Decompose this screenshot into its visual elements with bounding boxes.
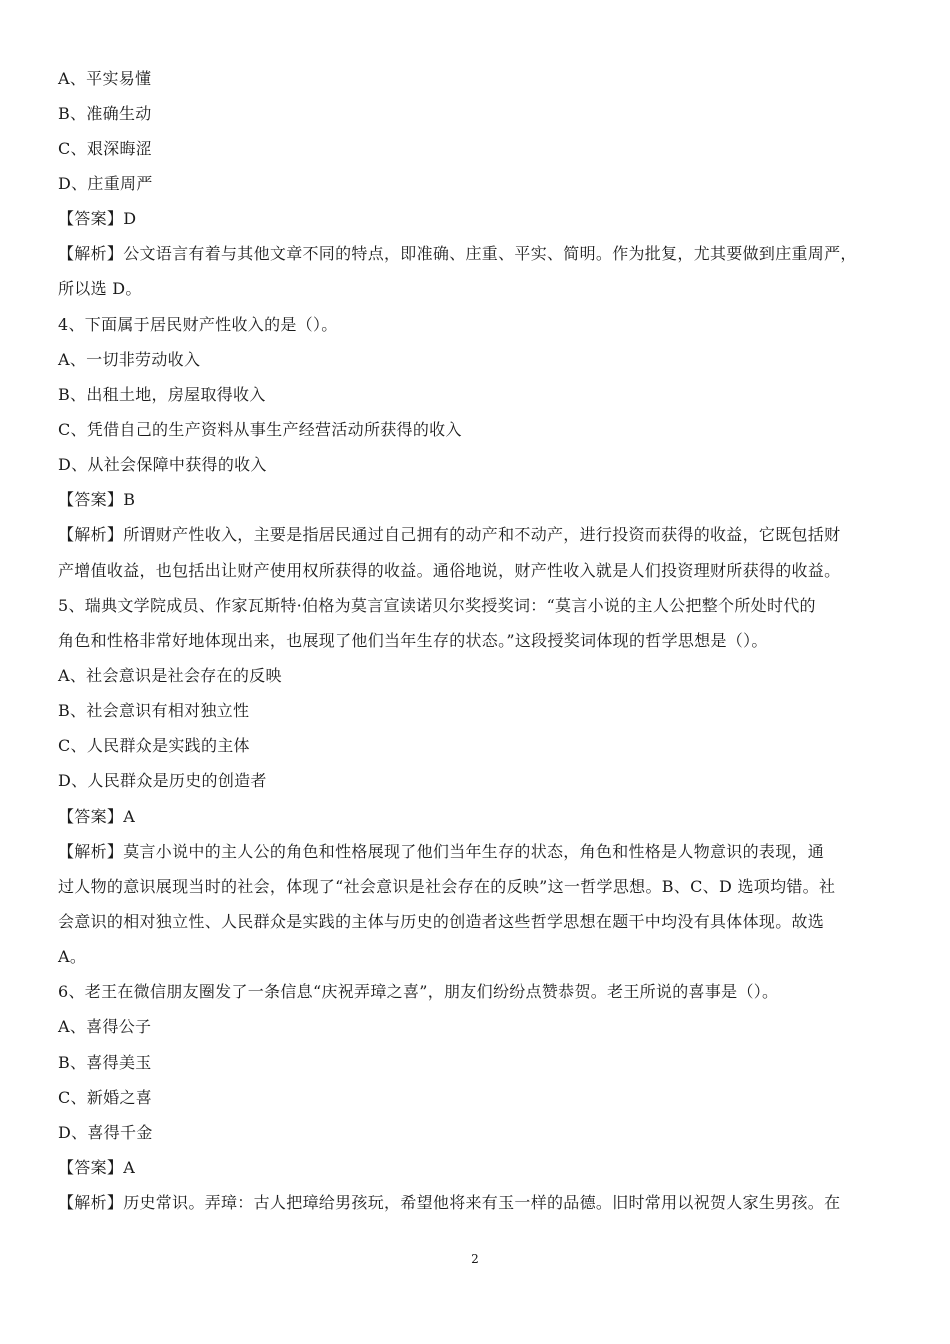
option-c: C、凭借自己的生产资料从事生产经营活动所获得的收入 bbox=[58, 420, 462, 439]
option-a: A、平实易懂 bbox=[58, 69, 152, 88]
explanation: 所以选 D。 bbox=[58, 279, 142, 298]
question-5: 5、瑞典文学院成员、作家瓦斯特·伯格为莫言宣读诺贝尔奖授奖词：“莫言小说的主人公把整个所处时代的 bbox=[58, 596, 816, 615]
option-d: D、喜得千金 bbox=[58, 1123, 153, 1142]
explanation: 产增值收益，也包括出让财产使用权所获得的收益。通俗地说，财产性收入就是人们投资理财所获得的收益。 bbox=[58, 561, 841, 580]
option-a: A、一切非劳动收入 bbox=[58, 350, 201, 369]
explanation: 【解析】公文语言有着与其他文章不同的特点，即准确、庄重、平实、简明。作为批复，尤其要做到庄重周严， bbox=[58, 244, 857, 263]
explanation: 【解析】所谓财产性收入，主要是指居民通过自己拥有的动产和不动产，进行投资而获得的收益，它既包括财 bbox=[58, 525, 841, 544]
option-c: C、艰深晦涩 bbox=[58, 139, 153, 158]
question-4: 4、下面属于居民财产性收入的是（）。 bbox=[58, 315, 338, 334]
explanation: 【解析】莫言小说中的主人公的角色和性格展现了他们当年生存的状态，角色和性格是人物意识的表现，通 bbox=[58, 842, 825, 861]
question-6: 6、老王在微信朋友圈发了一条信息“庆祝弄璋之喜”，朋友们纷纷点赞恭贺。老王所说的喜事是（）。 bbox=[58, 982, 779, 1001]
option-b: B、准确生动 bbox=[58, 104, 152, 123]
option-d: D、庄重周严 bbox=[58, 174, 153, 193]
page-number: 2 bbox=[471, 1252, 479, 1266]
answer: 【答案】A bbox=[58, 1158, 136, 1177]
explanation: 过人物的意识展现当时的社会，体现了“社会意识是社会存在的反映”这一哲学思想。B、C、D 选项均错。社 bbox=[58, 877, 836, 896]
option-a: A、喜得公子 bbox=[58, 1017, 152, 1036]
option-d: D、人民群众是历史的创造者 bbox=[58, 771, 267, 790]
explanation: 【解析】历史常识。弄璋：古人把璋给男孩玩，希望他将来有玉一样的品德。旧时常用以祝贺人家生男孩。在 bbox=[58, 1193, 841, 1212]
answer: 【答案】D bbox=[58, 209, 137, 228]
answer: 【答案】B bbox=[58, 490, 136, 509]
option-b: B、社会意识有相对独立性 bbox=[58, 701, 250, 720]
option-d: D、从社会保障中获得的收入 bbox=[58, 455, 267, 474]
explanation: A。 bbox=[58, 947, 87, 966]
option-c: C、人民群众是实践的主体 bbox=[58, 736, 250, 755]
option-a: A、社会意识是社会存在的反映 bbox=[58, 666, 282, 685]
option-c: C、新婚之喜 bbox=[58, 1088, 153, 1107]
explanation: 会意识的相对独立性、人民群众是实践的主体与历史的创造者这些哲学思想在题干中均没有具体体现。故选 bbox=[58, 912, 825, 931]
answer: 【答案】A bbox=[58, 807, 136, 826]
option-b: B、喜得美玉 bbox=[58, 1053, 152, 1072]
question-5: 角色和性格非常好地体现出来，也展现了他们当年生存的状态。”这段授奖词体现的哲学思想是（）。 bbox=[58, 631, 768, 650]
option-b: B、出租土地，房屋取得收入 bbox=[58, 385, 266, 404]
